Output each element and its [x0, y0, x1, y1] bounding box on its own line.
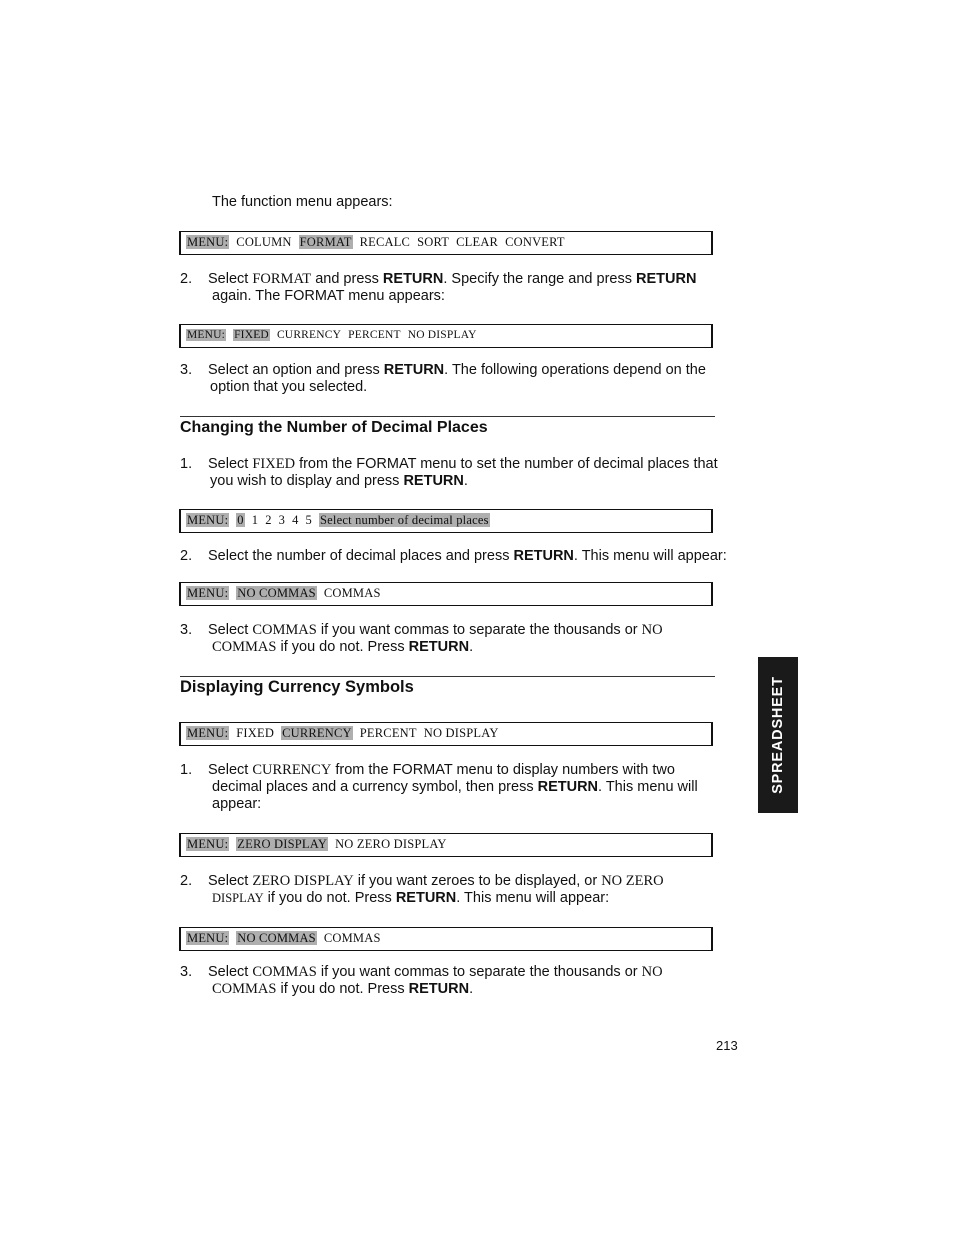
step-text: decimal places and a currency symbol, then press [212, 779, 538, 795]
step-text: . [469, 981, 474, 997]
step-text: NO ZERO [601, 873, 664, 889]
step-text: . This menu will appear: [456, 890, 610, 906]
menu-option-1: 1 [251, 513, 259, 527]
menu-label: MENU: [187, 837, 229, 851]
menu-label: MENU: [187, 329, 226, 341]
step-text: COMMAS [212, 981, 277, 997]
menu-option-clear: CLEAR [456, 235, 499, 249]
step-text: Select [208, 271, 253, 287]
menu-prompt: Select number of decimal places [320, 513, 489, 527]
menu-bar-format-currency [179, 722, 713, 746]
chapter-tab-label: SPREADSHEET [770, 676, 786, 794]
step-number: 2. [180, 873, 193, 889]
menu-option-4: 4 [292, 513, 299, 527]
step-text: . This menu will [598, 779, 698, 795]
menu-option-currency: CURRENCY [282, 726, 352, 740]
menu-bar-function [179, 231, 713, 255]
menu-option-commas: COMMAS [323, 586, 381, 600]
step-text: FORMAT [284, 288, 345, 304]
section-divider [180, 676, 715, 677]
step-text: you wish to display and press [210, 473, 404, 489]
step-text: Select the number of decimal places and press [208, 548, 514, 564]
menu-bar-commas [179, 582, 713, 606]
step-text: COMMAS [212, 639, 277, 655]
chapter-tab-spreadsheet [758, 657, 798, 813]
step-text: ZERO DISPLAY [252, 873, 354, 889]
menu-label: MENU: [187, 513, 229, 527]
menu-option-5: 5 [305, 513, 312, 527]
step-text: RETURN [636, 271, 697, 287]
menu-option-commas: COMMAS [323, 931, 381, 945]
step-text: . [463, 473, 468, 489]
step-text: again. The [212, 288, 285, 304]
menu-option-percent: PERCENT [359, 726, 417, 740]
step-text: from the [295, 456, 357, 472]
step-text: . The following operations depend on the [444, 362, 706, 378]
menu-option-0: 0 [237, 513, 244, 527]
menu-bar-decimals [179, 509, 713, 533]
step-text: RETURN [537, 779, 599, 795]
page-number: 213 [716, 1038, 738, 1053]
menu-option-column: COLUMN [236, 235, 292, 249]
section-heading-decimal-places: Changing the Number of Decimal Places [180, 419, 488, 436]
menu-option-convert: CONVERT [505, 235, 565, 249]
step-text: RETURN [408, 981, 470, 997]
step-text: if you want commas to separate the thousands or [316, 964, 642, 980]
step-text: Select an option and press [208, 362, 384, 378]
step-text: if you want zeroes to be displayed, or [353, 873, 602, 889]
step-text: Select [208, 762, 253, 778]
step-text: COMMAS [252, 622, 317, 638]
step-number: 3. [180, 622, 193, 638]
step-text: if you do not. Press [263, 890, 396, 906]
intro-text: The function menu appears: [212, 194, 393, 210]
menu-option-sort: SORT [417, 235, 450, 249]
step-text: . Specify the range and press [443, 271, 636, 287]
step-number: 1. [180, 456, 193, 472]
step-text: COMMAS [252, 964, 317, 980]
section-heading-currency: Displaying Currency Symbols [180, 678, 414, 696]
menu-label: MENU: [187, 931, 229, 945]
step-text: from the [331, 762, 393, 778]
menu-option-3: 3 [278, 513, 286, 527]
menu-option-recalc: RECALC [359, 235, 411, 249]
step-text: appear: [212, 796, 262, 812]
menu-option-2: 2 [265, 513, 272, 527]
step-text: Select [208, 456, 253, 472]
step-text: RETURN [403, 473, 464, 489]
menu-label: MENU: [187, 726, 229, 740]
menu-option-no-commas: NO COMMAS [237, 931, 316, 945]
menu-option-currency: CURRENCY [276, 329, 342, 341]
step-text: if you want commas to separate the thousands or [316, 622, 642, 638]
menu-bar-commas-2 [179, 927, 713, 951]
step-text: FORMAT [252, 271, 312, 287]
step-number: 1. [180, 762, 193, 778]
menu-bar-zero-display [179, 833, 713, 857]
menu-bar-format [179, 324, 713, 348]
menu-option-zero-display: ZERO DISPLAY [237, 837, 328, 851]
step-text: Select [208, 873, 253, 889]
step-text: if you do not. Press [276, 639, 409, 655]
step-text: FORMAT [392, 762, 453, 778]
step-text: Select [208, 964, 253, 980]
step-text: RETURN [395, 890, 457, 906]
step-text: RETURN [382, 271, 444, 287]
menu-label: MENU: [187, 586, 229, 600]
step-text: . [469, 639, 474, 655]
step-text: Select [208, 622, 253, 638]
step-number: 3. [180, 964, 193, 980]
step-text: menu appears: [344, 288, 445, 304]
section-divider [180, 416, 715, 417]
step-text: FIXED [252, 456, 296, 472]
step-text: RETURN [383, 362, 445, 378]
step-text: CURRENCY [252, 762, 332, 778]
step-text: if you do not. Press [276, 981, 409, 997]
menu-option-percent: PERCENT [348, 329, 401, 341]
menu-option-no-display: NO DISPLAY [407, 329, 477, 341]
step-text: DISPLAY [212, 891, 264, 905]
menu-option-fixed: FIXED [236, 726, 275, 740]
step-number: 2. [180, 271, 193, 287]
step-text: FORMAT [356, 456, 417, 472]
menu-option-fixed: FIXED [234, 329, 269, 341]
menu-label: MENU: [187, 235, 229, 249]
step-text: menu to set the number of decimal places that [416, 456, 718, 472]
step-text: option that you selected. [210, 379, 368, 395]
menu-option-no-zero-display: NO ZERO DISPLAY [335, 837, 447, 851]
step-number: 2. [180, 548, 193, 564]
menu-option-format: FORMAT [299, 235, 352, 249]
step-text: and press [311, 271, 383, 287]
step-text: . This menu will appear: [573, 548, 727, 564]
step-number: 3. [180, 362, 193, 378]
step-text: menu to display numbers with two [452, 762, 675, 778]
menu-option-no-display: NO DISPLAY [423, 726, 499, 740]
step-text: RETURN [408, 639, 470, 655]
step-text: RETURN [513, 548, 574, 564]
menu-option-no-commas: NO COMMAS [237, 586, 316, 600]
step-text: NO [641, 622, 663, 638]
step-text: NO [641, 964, 663, 980]
